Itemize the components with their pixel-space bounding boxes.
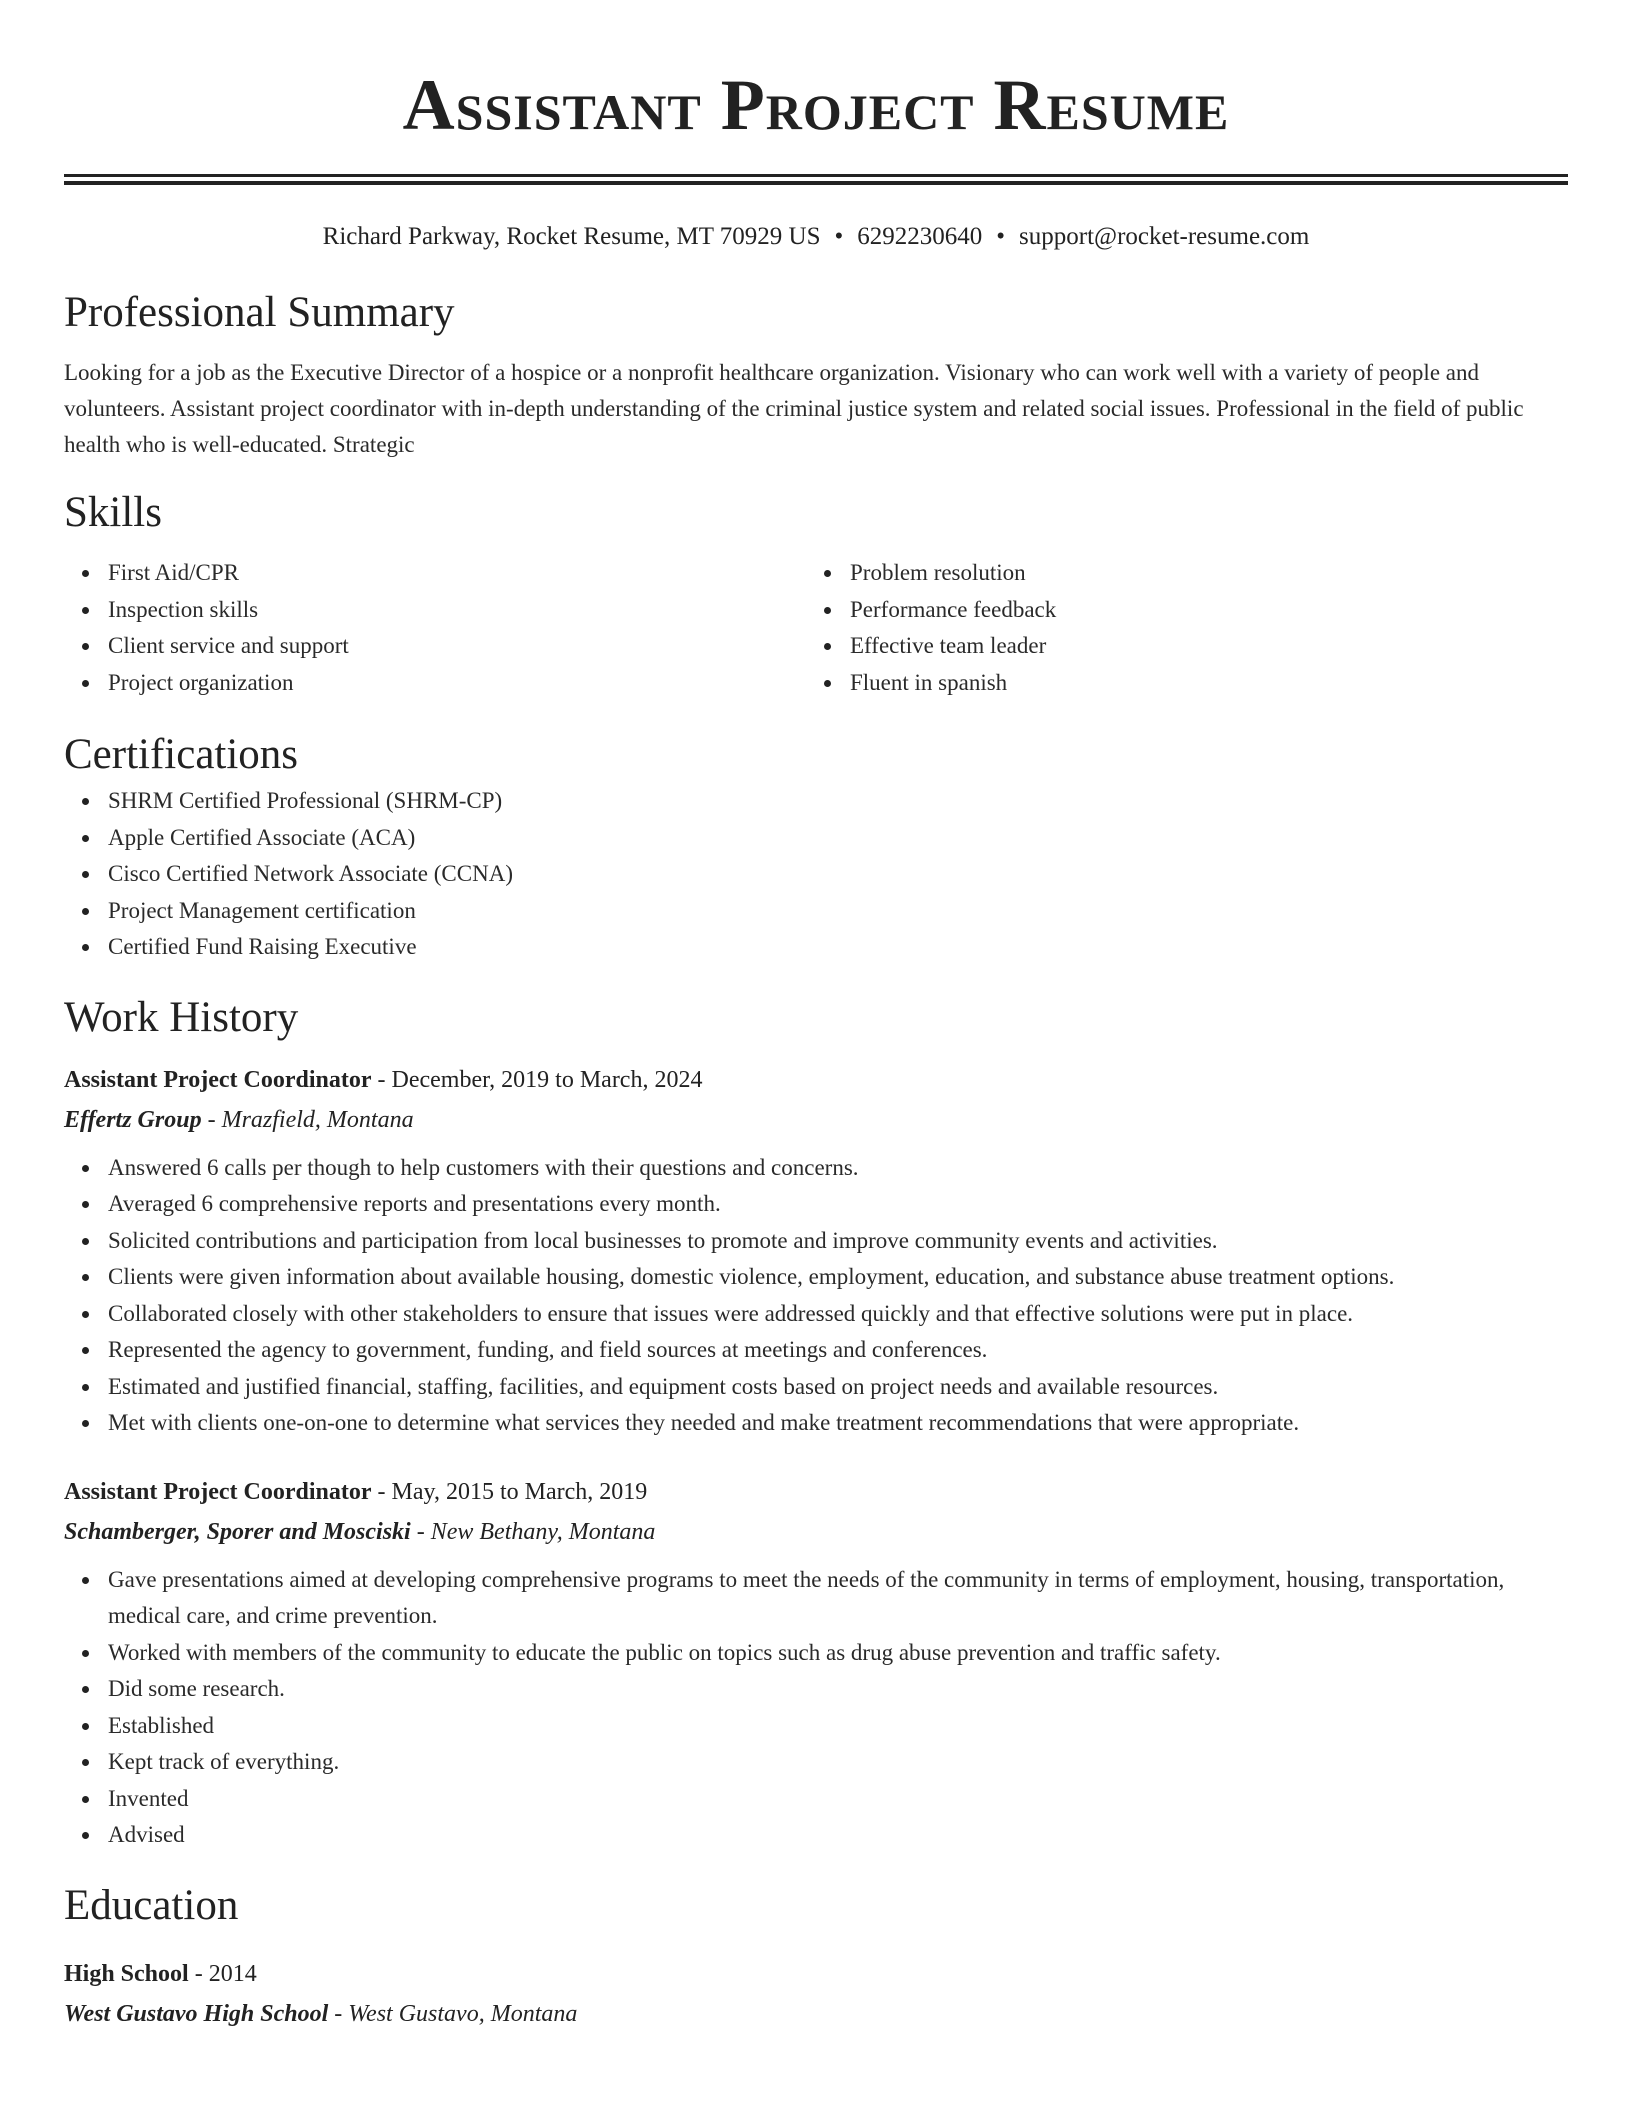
company-name: Schamberger, Sporer and Mosciski xyxy=(64,1518,411,1545)
summary-heading: Professional Summary xyxy=(64,289,455,336)
education-degree-line xyxy=(64,1954,1568,1994)
job-bullet: Met with clients one-on-one to determine what services they needed and make treatment recommendations that were appropriate. xyxy=(108,1405,1568,1442)
job-bullet: Advised xyxy=(108,1817,1568,1854)
contact-separator: • xyxy=(996,223,1006,250)
job-bullet: Represented the agency to government, funding, and field sources at meetings and conferences. xyxy=(108,1332,1568,1369)
job-bullet: Did some research. xyxy=(108,1671,1568,1708)
job-bullets xyxy=(64,1562,1568,1854)
company-name: Effertz Group xyxy=(64,1106,202,1133)
job-bullet: Averaged 6 comprehensive reports and presentations every month. xyxy=(108,1186,1568,1223)
skills-heading: Skills xyxy=(64,489,162,536)
job-bullet: Clients were given information about available housing, domestic violence, employment, education, and substance abuse treatment options. xyxy=(108,1259,1568,1296)
skill-item: Fluent in spanish xyxy=(850,665,1548,702)
skills-column-right xyxy=(806,555,1548,701)
job-title-line xyxy=(64,1060,1568,1100)
education-entry xyxy=(64,1954,1568,2034)
job-bullet: Worked with members of the community to educate the public on topics such as drug abuse prevention and traffic safety. xyxy=(108,1635,1568,1672)
skills-grid xyxy=(64,555,1568,701)
skill-item: First Aid/CPR xyxy=(108,555,806,592)
education-school-line xyxy=(64,1994,1568,2034)
education-degree: High School xyxy=(64,1960,189,1987)
job-dates: December, 2019 to March, 2024 xyxy=(391,1066,703,1093)
contact-line xyxy=(64,221,1568,253)
job-entry xyxy=(64,1472,1568,1854)
job-bullet: Collaborated closely with other stakeholders to ensure that issues were addressed quickly and that effective solutions were put in place. xyxy=(108,1296,1568,1333)
job-title: Assistant Project Coordinator xyxy=(64,1066,372,1093)
dash: - xyxy=(207,1106,216,1133)
certification-item: Project Management certification xyxy=(108,893,1568,930)
job-bullet: Estimated and justified financial, staffing, facilities, and equipment costs based on project needs and available resources. xyxy=(108,1369,1568,1406)
job-title: Assistant Project Coordinator xyxy=(64,1478,372,1505)
title-divider xyxy=(64,174,1568,185)
certification-item: Certified Fund Raising Executive xyxy=(108,929,1568,966)
skill-item: Project organization xyxy=(108,665,806,702)
job-bullet: Solicited contributions and participation from local businesses to promote and improve community events and activities. xyxy=(108,1223,1568,1260)
contact-email: support@rocket-resume.com xyxy=(1019,223,1310,250)
dash: - xyxy=(377,1066,386,1093)
job-entry xyxy=(64,1060,1568,1442)
dash: - xyxy=(377,1478,386,1505)
dash: - xyxy=(334,2000,343,2027)
skill-item: Effective team leader xyxy=(850,628,1548,665)
company-location: New Bethany, Montana xyxy=(430,1518,656,1545)
dash: - xyxy=(194,1960,203,1987)
summary-text: Looking for a job as the Executive Director of a hospice or a nonprofit healthcare organization. Visionary who can work well with a variety of people and volunteers. Assistant project coordinator with in-depth understanding of the criminal justice system and related social issues. Professional in the field of public health who is well-educated. Strategic xyxy=(64,360,1524,457)
education-location: West Gustavo, Montana xyxy=(348,2000,578,2027)
certification-item: SHRM Certified Professional (SHRM-CP) xyxy=(108,783,1568,820)
skill-item: Inspection skills xyxy=(108,592,806,629)
skills-column-left xyxy=(64,555,806,701)
skill-item: Client service and support xyxy=(108,628,806,665)
job-bullet: Gave presentations aimed at developing comprehensive programs to meet the needs of the community in terms of employment, housing, transportation, medical care, and crime prevention. xyxy=(108,1562,1568,1635)
company-line xyxy=(64,1512,1568,1552)
skill-item: Performance feedback xyxy=(850,592,1548,629)
certifications-list xyxy=(64,783,1568,966)
certification-item: Cisco Certified Network Associate (CCNA) xyxy=(108,856,1568,893)
education-year: 2014 xyxy=(208,1960,257,1987)
job-bullet: Answered 6 calls per though to help customers with their questions and concerns. xyxy=(108,1150,1568,1187)
job-bullets xyxy=(64,1150,1568,1442)
skills-list-left xyxy=(64,555,806,701)
contact-separator: • xyxy=(834,223,844,250)
certifications-heading: Certifications xyxy=(64,731,299,778)
job-bullet: Established xyxy=(108,1708,1568,1745)
education-school: West Gustavo High School xyxy=(64,2000,329,2027)
contact-phone: 6292230640 xyxy=(857,223,983,250)
job-bullet: Kept track of everything. xyxy=(108,1744,1568,1781)
job-title-line xyxy=(64,1472,1568,1512)
job-bullet: Invented xyxy=(108,1781,1568,1818)
contact-address: Richard Parkway, Rocket Resume, MT 70929 US xyxy=(322,223,821,250)
work-history-heading: Work History xyxy=(64,993,299,1041)
company-location: Mrazfield, Montana xyxy=(221,1106,414,1133)
skills-list-right xyxy=(806,555,1548,701)
resume-title: Assistant Project Resume xyxy=(402,65,1230,145)
skill-item: Problem resolution xyxy=(850,555,1548,592)
dash: - xyxy=(416,1518,425,1545)
education-heading: Education xyxy=(64,1881,239,1929)
company-line xyxy=(64,1100,1568,1140)
certification-item: Apple Certified Associate (ACA) xyxy=(108,820,1568,857)
job-dates: May, 2015 to March, 2019 xyxy=(391,1478,648,1505)
